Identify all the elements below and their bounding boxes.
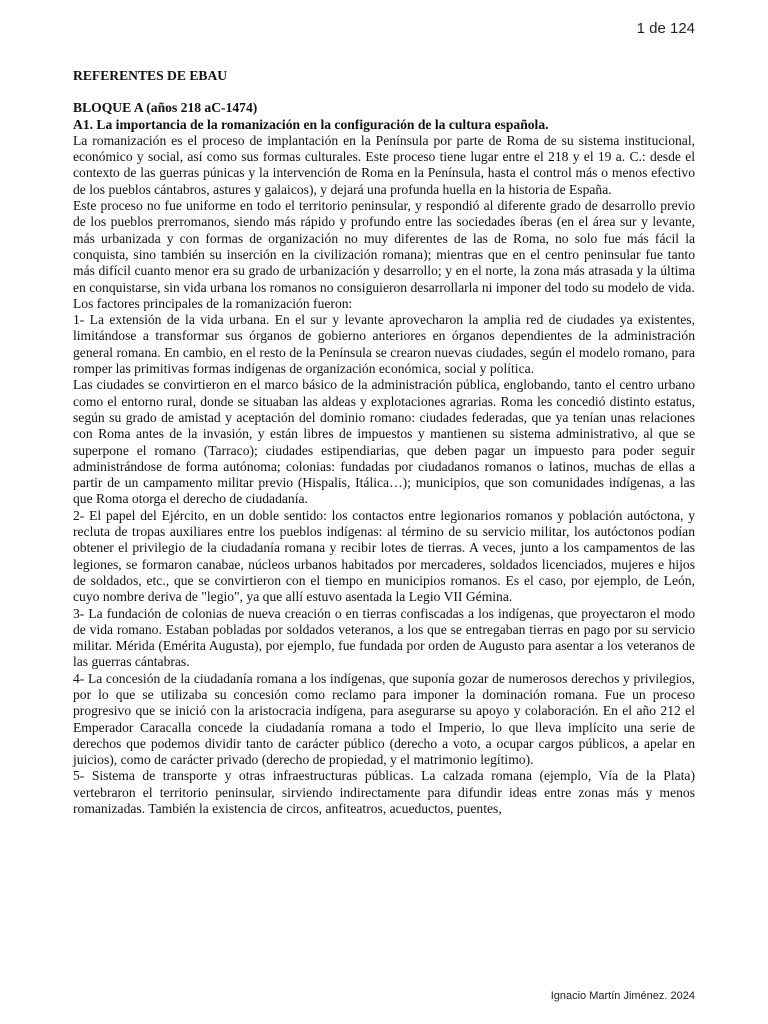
document-body xyxy=(73,68,695,817)
block-title: BLOQUE A (años 218 aC-1474) xyxy=(73,100,258,116)
page-number: 1 de 124 xyxy=(636,20,695,37)
paragraph: Este proceso no fue uniforme en todo el territorio peninsular, y respondió al diferente grado de desarrollo previo de los pueblos prerromanos, siendo más rápido y profundo entre las sociedades íberas (en el área sur y levante, más urbanizada y con formas de organización no muy diferentes de las de Roma, no solo fue más fácil la conquista, sino también su inserción en la civilización romana); mientras que en el centro peninsular fue tanto más difícil cuanto menor era su grado de urbanización y desarrollo; y en el norte, la zona más atrasada y la última en conquistarse, sin vida urbana los romanos no consiguieron desarrollarla ni imponer del todo su modelo de vida. xyxy=(73,198,695,295)
paragraph: 2- El papel del Ejército, en un doble sentido: los contactos entre legionarios romanos y población autóctona, y recluta de tropas auxiliares entre los pueblos indígenas: al término de su servicio militar, los autóctonos podían obtener el privilegio de la ciudadanía romana y recibir lotes de tierras. A veces, junto a los campamentos de las legiones, se formaron canabae, núcleos urbanos habitados por mercaderes, soldados licenciados, mujeres e hijos de soldados, etc., que se convirtieron con el tiempo en municipios romanos. Es el caso, por ejemplo, de León, cuyo nombre deriva de "legio", ya que allí estuvo asentada la Legio VII Gémina. xyxy=(73,507,695,605)
paragraph: 4- La concesión de la ciudadanía romana a los indígenas, que suponía gozar de numerosos derechos y privilegios, por lo que se utilizaba su concesión como reclamo para imponer la dominación romana. Fue un proceso progresivo que se inició con la aristocracia indígena, para asegurarse su apoyo y colaboración. En el año 212 el Emperador Caracalla concede la ciudadanía romana a todo el Imperio, lo que lleva implícito una serie de derechos que podemos dividir tanto de carácter público (derecho a voto, a ocupar cargos públicos, a apelar en juicios), como de carácter privado (derecho de propiedad, y el matrimonio legítimo). xyxy=(73,670,695,768)
section-title: A1. La importancia de la romanización en la configuración de la cultura española. xyxy=(73,116,549,132)
paragraph: Los factores principales de la romanización fueron: xyxy=(73,295,353,311)
paragraph: 5- Sistema de transporte y otras infraestructuras públicas. La calzada romana (ejemplo, Vía de la Plata) vertebraron el territorio peninsular, sirviendo indirectamente para difundir ideas entre zonas más y menos romanizadas. También la existencia de circos, anfiteatros, acueductos, puentes, xyxy=(73,768,695,817)
paragraph: La romanización es el proceso de implantación en la Península por parte de Roma de su sistema institucional, económico y social, así como sus formas culturales. Este proceso tiene lugar entre el 218 y el 19 a. C.: desde el contexto de las guerras púnicas y la intervención de Roma en la Península, hasta el control más o menos efectivo de los pueblos cántabros, astures y galaicos), y dejará una profunda huella en la historia de España. xyxy=(73,132,695,197)
document-title: REFERENTES DE EBAU xyxy=(73,68,228,83)
paragraph: Las ciudades se convirtieron en el marco básico de la administración pública, englobando, tanto el centro urbano como el entorno rural, donde se situaban las aldeas y explotaciones agrarias. Roma les concedió distinto estatus, según su grado de amistad y aceptación del dominio romano: ciudades federadas, que ya tenían unas relaciones con Roma antes de la invasión, y están libres de impuestos y mantienen su sistema administrativo, al que se superpone el romano (Tarraco); ciudades estipendiarias, que deben pagar un impuesto para poder seguir administrándose de forma autónoma; colonias: fundadas por ciudadanos romanos o latinos, muchas de ellas a partir de un campamento militar previo (Hispalis, Itálica…); municipios, que son comunidades indígenas, a las que Roma otorga el derecho de ciudadanía. xyxy=(73,377,695,507)
paragraph: 1- La extensión de la vida urbana. En el sur y levante aprovecharon la amplia red de ciudades ya existentes, limitándose a transformar sus órganos de gobierno anteriores en órganos dependientes de la administración general romana. En cambio, en el resto de la Península se crearon nuevas ciudades, según el modelo romano, para romper las primitivas formas indígenas de organización económica, social y política. xyxy=(73,312,695,377)
footer-author: Ignacio Martín Jiménez. 2024 xyxy=(550,990,695,1002)
paragraph: 3- La fundación de colonias de nueva creación o en tierras confiscadas a los indígenas, que proyectaron el modo de vida romano. Estaban pobladas por soldados veteranos, a los que se entregaban tierras en pago por su servicio militar. Mérida (Emérita Augusta), por ejemplo, fue fundada por orden de Augusto para asentar a los veteranos de las guerras cántabras. xyxy=(73,605,695,670)
